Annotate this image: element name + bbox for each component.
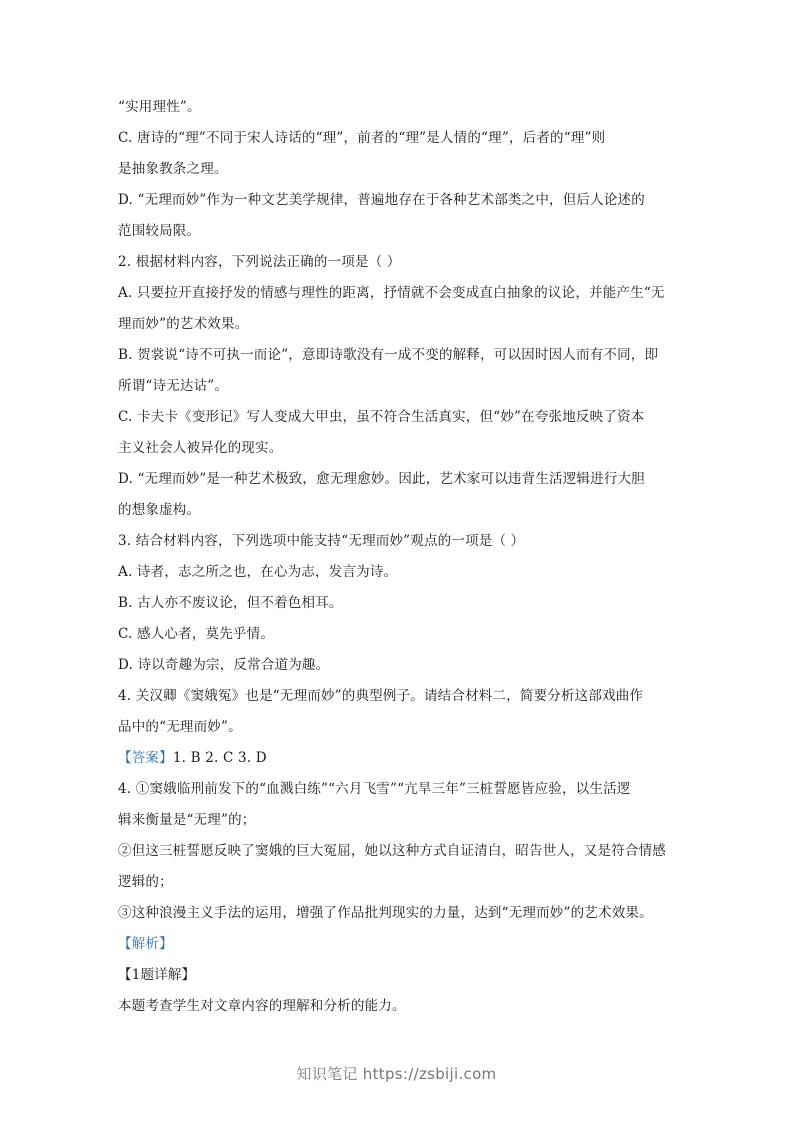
option-b-line: B. 贺裳说“诗不可执一而论”，意即诗歌没有一成不变的解释，可以因时因人而有不同，即 [118, 347, 659, 363]
option-d-line: D. “无理而妙”作为一种文艺美学规律，普遍地存在于各种艺术部类之中，但后人论述的 [118, 192, 645, 208]
text-line: 是抽象教条之理。 [118, 161, 228, 177]
option-d-line: D. 诗以奇趣为宗，反常合道为趣。 [118, 657, 330, 673]
document-body [118, 97, 678, 1027]
question-4: 4. 关汉卿《窦娥冤》也是“无理而妙”的典型例子。请结合材料二，简要分析这部戏曲作 [118, 688, 644, 704]
text-line: 范围较局限。 [118, 223, 201, 239]
text-line: ②但这三桩誓愿反映了窦娥的巨大冤屈，她以这种方式自证清白，昭告世人，又是符合情感 [118, 843, 666, 859]
detail-text: 本题考查学生对文章内容的理解和分析的能力。 [118, 998, 406, 1014]
answer-text: 1. B 2. C 3. D [172, 750, 267, 766]
text-line: 主义社会人被异化的现实。 [118, 440, 283, 456]
option-c-line: C. 感人心者，莫先乎情。 [118, 626, 275, 642]
option-a-line: A. 只要拉开直接抒发的情感与理性的距离，抒情就不会变成直白抽象的议论，并能产生“无 [118, 285, 665, 301]
question-2: 2. 根据材料内容，下列说法正确的一项是（ ） [118, 254, 401, 270]
text-line: “实用理性”。 [118, 99, 201, 115]
option-b-line: B. 古人亦不废议论，但不着色相耳。 [118, 595, 343, 611]
option-d-line: D. “无理而妙”是一种艺术极致，愈无理愈妙。因此，艺术家可以违背生活逻辑进行大胆 [118, 471, 645, 487]
text-line: 所谓“诗无达诂”。 [118, 378, 229, 394]
answer-tag: 【答案】 [118, 750, 173, 766]
answer-line [118, 748, 678, 768]
text-line: ③这种浪漫主义手法的运用，增强了作品批判现实的力量，达到“无理而妙”的艺术效果。 [118, 905, 653, 921]
option-c-line: C. 卡夫卡《变形记》写人变成大甲虫，虽不符合生活真实，但“妙”在夸张地反映了资本 [118, 409, 645, 425]
footer-watermark: 知识笔记 https://zsbiji.com [296, 1065, 497, 1083]
text-line: 辑来衡量是“无理”的； [118, 812, 256, 828]
option-c-line: C. 唐诗的“理”不同于宋人诗话的“理”，前者的“理”是人情的“理”，后者的“理”则 [118, 130, 606, 146]
analysis-tag: 【解析】 [118, 936, 173, 952]
question-3: 3. 结合材料内容，下列选项中能支持“无理而妙”观点的一项是（ ） [118, 533, 525, 549]
text-line: 品中的“无理而妙”。 [118, 719, 242, 735]
option-a-line: A. 诗者，志之所之也，在心为志，发言为诗。 [118, 564, 398, 580]
text-line: 的想象虚构。 [118, 502, 201, 518]
text-line: 逻辑的； [118, 874, 173, 890]
text-line: 理而妙”的艺术效果。 [118, 316, 249, 332]
answer-4-line: 4. ①窦娥临刑前发下的“血溅白练”“六月飞雪”“亢旱三年”三桩誓愿皆应验，以生活逻 [118, 781, 631, 797]
detail-heading: 【1题详解】 [118, 967, 196, 983]
